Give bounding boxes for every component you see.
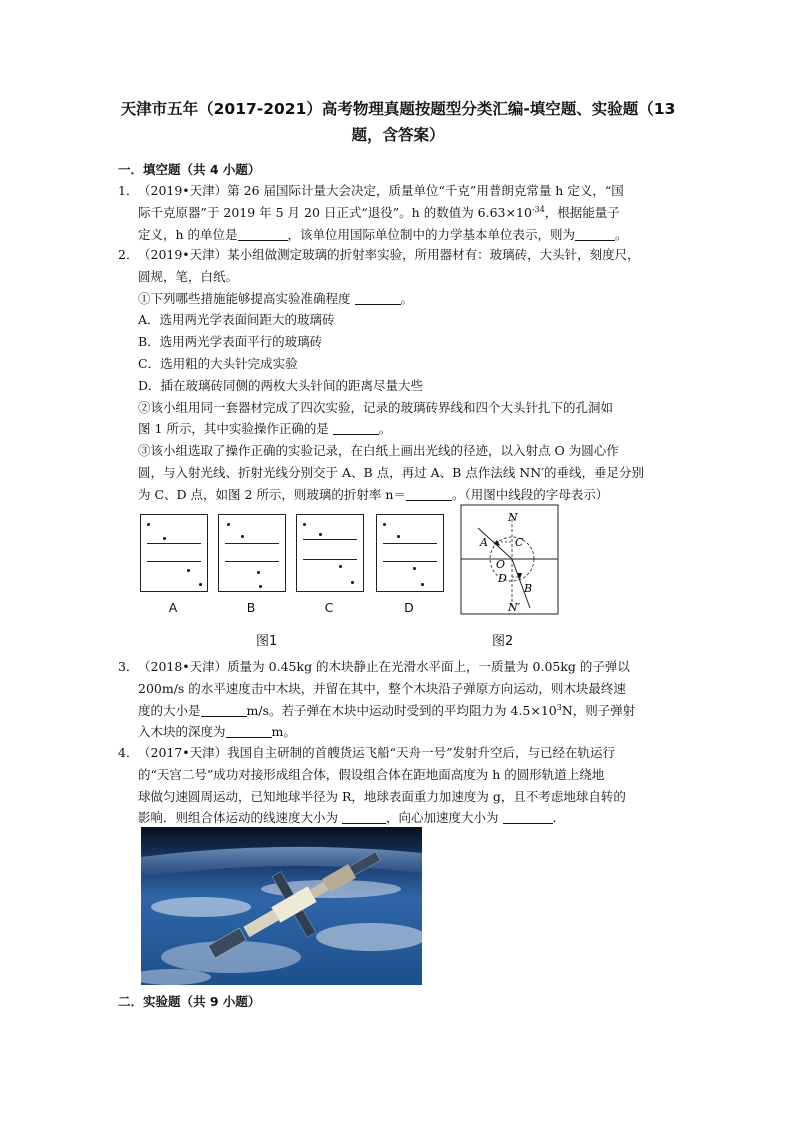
fig1-box-b — [218, 514, 286, 592]
glass-boundary-line — [383, 561, 437, 562]
question-number: 3． — [118, 659, 139, 674]
q2-line2: 圆规，笔，白纸。 — [138, 268, 239, 284]
question-1 — [118, 180, 684, 245]
q2-line5b: 。 — [378, 421, 392, 437]
question-number: 1． — [118, 183, 139, 198]
pin-hole — [413, 567, 416, 570]
answer-blank[interactable] — [355, 290, 401, 305]
answer-blank[interactable] — [238, 226, 288, 241]
pin-hole — [199, 583, 202, 586]
earth-orbit-image — [141, 827, 422, 985]
label-o: O — [496, 558, 506, 571]
fig2-diagram — [460, 504, 560, 616]
pin-hole — [319, 533, 322, 536]
q2-option-c: C．选用粗的大头针完成实验 — [138, 355, 298, 371]
q2-line8a: 为 C、D 点，如图 2 所示，则玻璃的折射率 n＝ — [138, 486, 406, 502]
q3-line1: （2018•天津）质量为 0.45kg 的木块静止在光滑水平面上，一质量为 0.05kg 的子弹以 — [138, 659, 630, 674]
answer-blank[interactable] — [226, 723, 272, 738]
fig2-caption: 图2 — [492, 634, 514, 649]
answer-blank[interactable] — [333, 420, 379, 435]
q4-line4c: ． — [552, 810, 566, 826]
answer-blank[interactable] — [575, 226, 615, 241]
pin-hole — [421, 583, 424, 586]
q2-line7: 圆，与入射光线、折射光线分别交于 A、B 点，再过 A、B 点作法线 NN′的垂线，垂足分别 — [138, 464, 645, 480]
q4-line4a: 影响．则组合体运动的线速度大小为 — [138, 810, 339, 826]
glass-boundary-line — [303, 539, 357, 540]
fig1-box-d — [376, 514, 444, 592]
answer-blank[interactable] — [201, 702, 247, 717]
fig1-label-d: D — [404, 600, 414, 615]
space-station-photo — [141, 827, 422, 985]
document-title: 天津市五年（2017-2021）高考物理真题按题型分类汇编-填空题、实验题（13题，含答案） — [120, 100, 676, 144]
pin-hole — [397, 535, 400, 538]
fig1-box-a — [140, 514, 208, 592]
glass-boundary-line — [147, 561, 201, 562]
glass-boundary-line — [303, 559, 357, 560]
q4-line2: 的“天宫二号”成功对接形成组合体，假设组合体在距地面高度为 h 的圆形轨道上绕地 — [138, 766, 605, 782]
q2-line4: ②该小组用同一套器材完成了四次实验，记录的玻璃砖界线和四个大头针扎下的孔洞如 — [138, 399, 614, 415]
pin-hole — [351, 581, 354, 584]
fig1-box-c — [296, 514, 364, 592]
label-a: A — [480, 536, 488, 549]
q4-line4b: ，向心加速度大小为 — [386, 810, 499, 826]
question-number: 2． — [118, 247, 139, 262]
glass-boundary-line — [225, 561, 279, 562]
q4-line3: 球做匀速圆周运动，已知地球半径为 R，地球表面重力加速度为 g，且不考虑地球自转的 — [138, 788, 626, 804]
pin-hole — [383, 523, 386, 526]
question-4 — [118, 742, 684, 829]
pin-hole — [187, 569, 190, 572]
pin-hole — [339, 565, 342, 568]
q3-line4a: 入木块的深度为 — [138, 724, 226, 740]
glass-boundary-line — [383, 543, 437, 544]
glass-boundary-line — [147, 543, 201, 544]
label-n-prime: N′ — [508, 601, 521, 614]
pin-hole — [257, 571, 260, 574]
pin-hole — [227, 523, 230, 526]
q1-line3c: 。 — [615, 226, 628, 242]
q2-line8b: 。（用图中线段的字母表示） — [451, 486, 609, 502]
question-number: 4． — [118, 745, 139, 760]
fig1-label-b: B — [246, 600, 256, 615]
q2-option-a: A．选用两光学表面间距大的玻璃砖 — [138, 312, 335, 328]
pin-hole — [259, 585, 262, 588]
q3-exponent: 3 — [556, 702, 562, 712]
q2-line5a: 图 1 所示，其中实验操作正确的是 — [138, 421, 329, 437]
question-2 — [118, 244, 684, 506]
glass-boundary-line — [225, 543, 279, 544]
q3-line2: 200m/s 的水平速度击中木块，并留在其中，整个木块沿子弹原方向运动，则木块最终速 — [138, 680, 626, 696]
q1-line1: （2019•天津）第 26 届国际计量大会决定，质量单位“千克”用普朗克常量 h 定义，“国 — [138, 183, 624, 198]
q3-line4b: m。 — [271, 724, 296, 740]
q2-line1: （2019•天津）某小组做测定玻璃的折射率实验，所用器材有：玻璃砖，大头针，刻度尺， — [138, 247, 640, 262]
q2-line3: ①下列哪些措施能够提高实验准确程度 — [138, 290, 351, 306]
q1-line3b: ，该单位用国际单位制中的力学基本单位表示，则为 — [287, 226, 576, 242]
fig1-label-a: A — [168, 600, 178, 615]
section-heading-fill-in: 一．填空题（共 4 小题） — [118, 162, 261, 177]
answer-blank[interactable] — [342, 809, 386, 824]
pin-hole — [303, 523, 306, 526]
q2-line3-end: 。 — [400, 290, 414, 306]
q2-line6: ③该小组选取了操作正确的实验记录，在白纸上画出光线的径迹，以入射点 O 为圆心作 — [138, 443, 619, 459]
q2-option-b: B．选用两光学表面平行的玻璃砖 — [138, 334, 323, 350]
q2-option-d: D．插在玻璃砖同侧的两枚大头针间的距离尽量大些 — [138, 377, 424, 393]
cloud — [316, 923, 422, 951]
q1-line2a: 际千克原器”于 2019 年 5 月 20 日正式“退役”。h 的数值为 6.63×10 — [138, 204, 532, 220]
q3-line3b: m/s。若子弹在木块中运动时受到的平均阻力为 4.5×10 — [246, 702, 557, 718]
label-d: D — [498, 572, 507, 585]
label-n: N — [508, 511, 518, 524]
q1-line2b: ，根据能量子 — [544, 204, 620, 220]
label-b: B — [524, 582, 533, 595]
q1-line3a: 定义，h 的单位是 — [138, 226, 238, 242]
figure-area — [140, 504, 560, 654]
pin-hole — [147, 523, 150, 526]
section-heading-experiment: 二．实验题（共 9 小题） — [118, 994, 261, 1009]
answer-blank[interactable] — [406, 486, 452, 501]
label-c: C — [515, 536, 524, 549]
answer-blank[interactable] — [503, 809, 553, 824]
question-3 — [118, 656, 684, 743]
q3-line3a: 度的大小是 — [138, 702, 201, 718]
q3-line3c: N，则子弹射 — [561, 702, 636, 718]
pin-hole — [163, 537, 166, 540]
pin-hole — [241, 535, 244, 538]
q4-line1: （2017•天津）我国自主研制的首艘货运飞船“天舟一号”发射升空后，与已经在轨运行 — [138, 745, 615, 760]
cloud — [151, 897, 251, 917]
fig1-caption: 图1 — [256, 634, 278, 649]
q1-exponent: -34 — [531, 204, 545, 214]
fig1-label-c: C — [324, 600, 334, 615]
